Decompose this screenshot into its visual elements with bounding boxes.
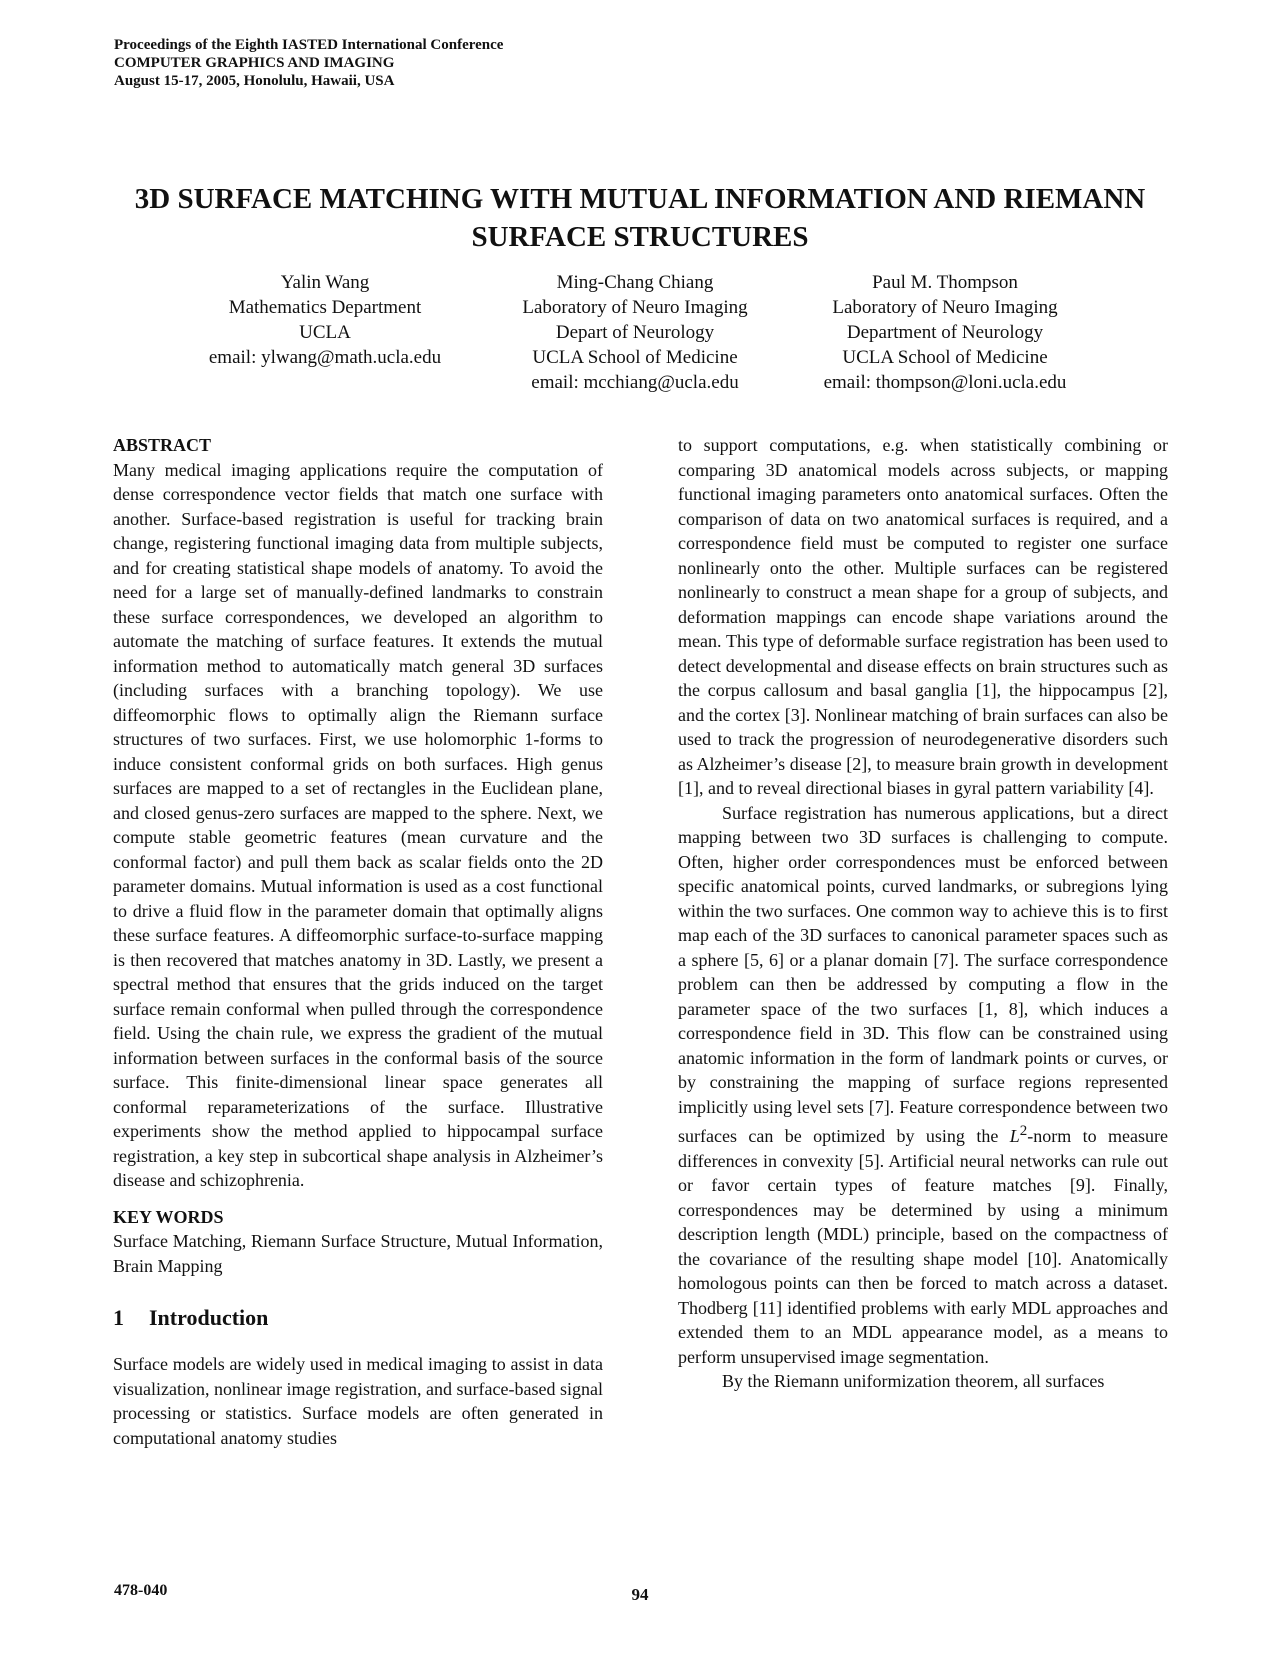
author-block-3 xyxy=(770,270,1120,395)
section-title: Introduction xyxy=(149,1305,269,1330)
abstract-text: Many medical imaging applications require the computation of dense correspondence vector fields that match one surface with another. Surface-based registration is useful for tracking brain change, registering functional imaging data from multiple subjects, and for creating statistical shape models of anatomy. To avoid the need for a large set of manually-defined landmarks to constrain these surface correspondences, we developed an algorithm to automate the matching of surface features. It extends the mutual information method to automatically match general 3D surfaces (including surfaces with a branching topology). We use diffeomorphic flows to optimally align the Riemann surface structures of two surfaces. First, we use holomorphic 1-forms to induce consistent conformal grids on both surfaces. High genus surfaces are mapped to a set of rectangles in the Euclidean plane, and closed genus-zero surfaces are mapped to the sphere. Next, we compute stable geometric features (mean curvature and the conformal factor) and pull them back as scalar fields onto the 2D parameter domains. Mutual information is used as a cost functional to drive a fluid flow in the parameter domain that optimally aligns these surface features. A diffeomorphic surface-to-surface mapping is then recovered that matches anatomy in 3D. Lastly, we present a spectral method that ensures that the grids induced on the target surface remain conformal when pulled through the correspondence field. Using the chain rule, we express the gradient of the mutual information between surfaces in the conformal basis of the source surface. This finite-dimensional linear space generates all conformal reparameterizations of the surface. Illustrative experiments show the method applied to hippocampal surface registration, a key step in subcortical shape analysis in Alzheimer’s disease and schizophrenia. xyxy=(113,459,603,1190)
author-name: Yalin Wang xyxy=(280,272,370,293)
paragraph-text: Surface registration has numerous applications, but a direct mapping between two 3D surfaces is challenging to compute. Often, higher order correspondences must be enforced between specific anatomical points, curved landmarks, or subregions lying within the two surfaces. One common way to achieve this is to first map each of the 3D surfaces to canonical parameter spaces such as a sphere [5, 6] or a planar domain [7]. The surface correspondence problem can then be addressed by computing a flow in the parameter space of the two surfaces [1, 8], which induces a correspondence field in 3D. This flow can be constrained using anatomic information in the form of landmark points or curves, or by constraining the mapping of surface regions represented implicitly using level sets [7]. Feature correspondence between two surfaces can be optimized by using the xyxy=(678,802,1168,1146)
author-block-2 xyxy=(470,270,800,395)
intro-paragraph-1-continued: to support computations, e.g. when statistically combining or comparing 3D anatomical models across subjects, or mapping functional imaging parameters onto anatomical surfaces. Often the comparison of data on two anatomical surfaces is required, and a correspondence field must be computed to register one surface nonlinearly onto the other. Multiple surfaces can be registered nonlinearly to construct a mean shape for a group of subjects, and deformation mappings can encode shape variations around the mean. This type of deformable surface registration has been used to detect developmental and disease effects on brain structures such as the corpus callosum and basal ganglia [1], the hippocampus [2], and the cortex [3]. Nonlinear matching of brain surfaces can also be used to track the progression of neurodegenerative disorders such as Alzheimer’s disease [2], to measure brain growth in development [1], and to reveal directional biases in gyral pattern variability [4]. xyxy=(678,435,1168,798)
author-affiliation: UCLA School of Medicine xyxy=(532,347,738,368)
intro-paragraph-3: By the Riemann uniformization theorem, all surfaces xyxy=(722,1371,1105,1391)
author-name: Ming-Chang Chiang xyxy=(556,272,714,293)
intro-paragraph-1-start: Surface models are widely used in medical imaging to assist in data visualization, nonlinear image registration, and surface-based signal processing or statistics. Surface models are often generated in computational anatomy studies xyxy=(113,1354,603,1448)
right-column xyxy=(678,433,1168,1394)
page-number: 94 xyxy=(631,1585,649,1604)
intro-paragraph-2 xyxy=(678,801,1168,1370)
author-email[interactable]: email: ylwang@math.ucla.edu xyxy=(208,347,442,368)
author-affiliation: Laboratory of Neuro Imaging xyxy=(522,297,748,318)
superscript: 2 xyxy=(1019,1123,1028,1139)
author-name: Paul M. Thompson xyxy=(872,272,1018,293)
keywords-heading: KEY WORDS xyxy=(113,1206,224,1227)
author-email[interactable]: email: thompson@loni.ucla.edu xyxy=(823,372,1067,393)
author-block-1 xyxy=(150,270,500,370)
author-affiliation: Mathematics Department xyxy=(228,297,422,318)
proceedings-header xyxy=(114,36,503,90)
paragraph-text: -norm to measure differences in convexity [5]. Artificial neural networks can rule out or favor certain types of feature matches [9]. Finally, correspondences may be determined by using a minimum description length (MDL) principle, based on the compactness of the covariance of the resulting shape model [10]. Anatomically homologous points can then be forced to match across a dataset. Thodberg [11] identified problems with early MDL approaches and extended them to an MDL appearance model, as a means to perform unsupervised image segmentation. xyxy=(678,1126,1168,1367)
section-number: 1 xyxy=(113,1305,124,1330)
left-column xyxy=(113,433,603,1450)
header-line-1: Proceedings of the Eighth IASTED International Conference xyxy=(114,37,504,53)
paper-code: 478-040 xyxy=(114,1582,168,1599)
header-line-3: August 15-17, 2005, Honolulu, Hawaii, USA xyxy=(114,73,395,89)
introduction-heading xyxy=(113,1304,603,1332)
paper-title xyxy=(60,180,1220,256)
author-affiliation: Department of Neurology xyxy=(846,322,1044,343)
l2-norm-symbol: L xyxy=(1009,1126,1020,1146)
author-affiliation: Depart of Neurology xyxy=(555,322,715,343)
header-line-2: COMPUTER GRAPHICS AND IMAGING xyxy=(114,55,395,71)
author-affiliation: UCLA School of Medicine xyxy=(842,347,1048,368)
author-affiliation: Laboratory of Neuro Imaging xyxy=(832,297,1058,318)
author-affiliation: UCLA xyxy=(299,322,351,343)
title-line-1: 3D SURFACE MATCHING WITH MUTUAL INFORMATION AND RIEMANN xyxy=(134,183,1146,215)
title-line-2: SURFACE STRUCTURES xyxy=(471,221,809,253)
abstract-heading: ABSTRACT xyxy=(113,435,212,455)
author-email[interactable]: email: mcchiang@ucla.edu xyxy=(531,372,739,393)
keywords-text: Surface Matching, Riemann Surface Structure, Mutual Information, Brain Mapping xyxy=(113,1231,603,1276)
